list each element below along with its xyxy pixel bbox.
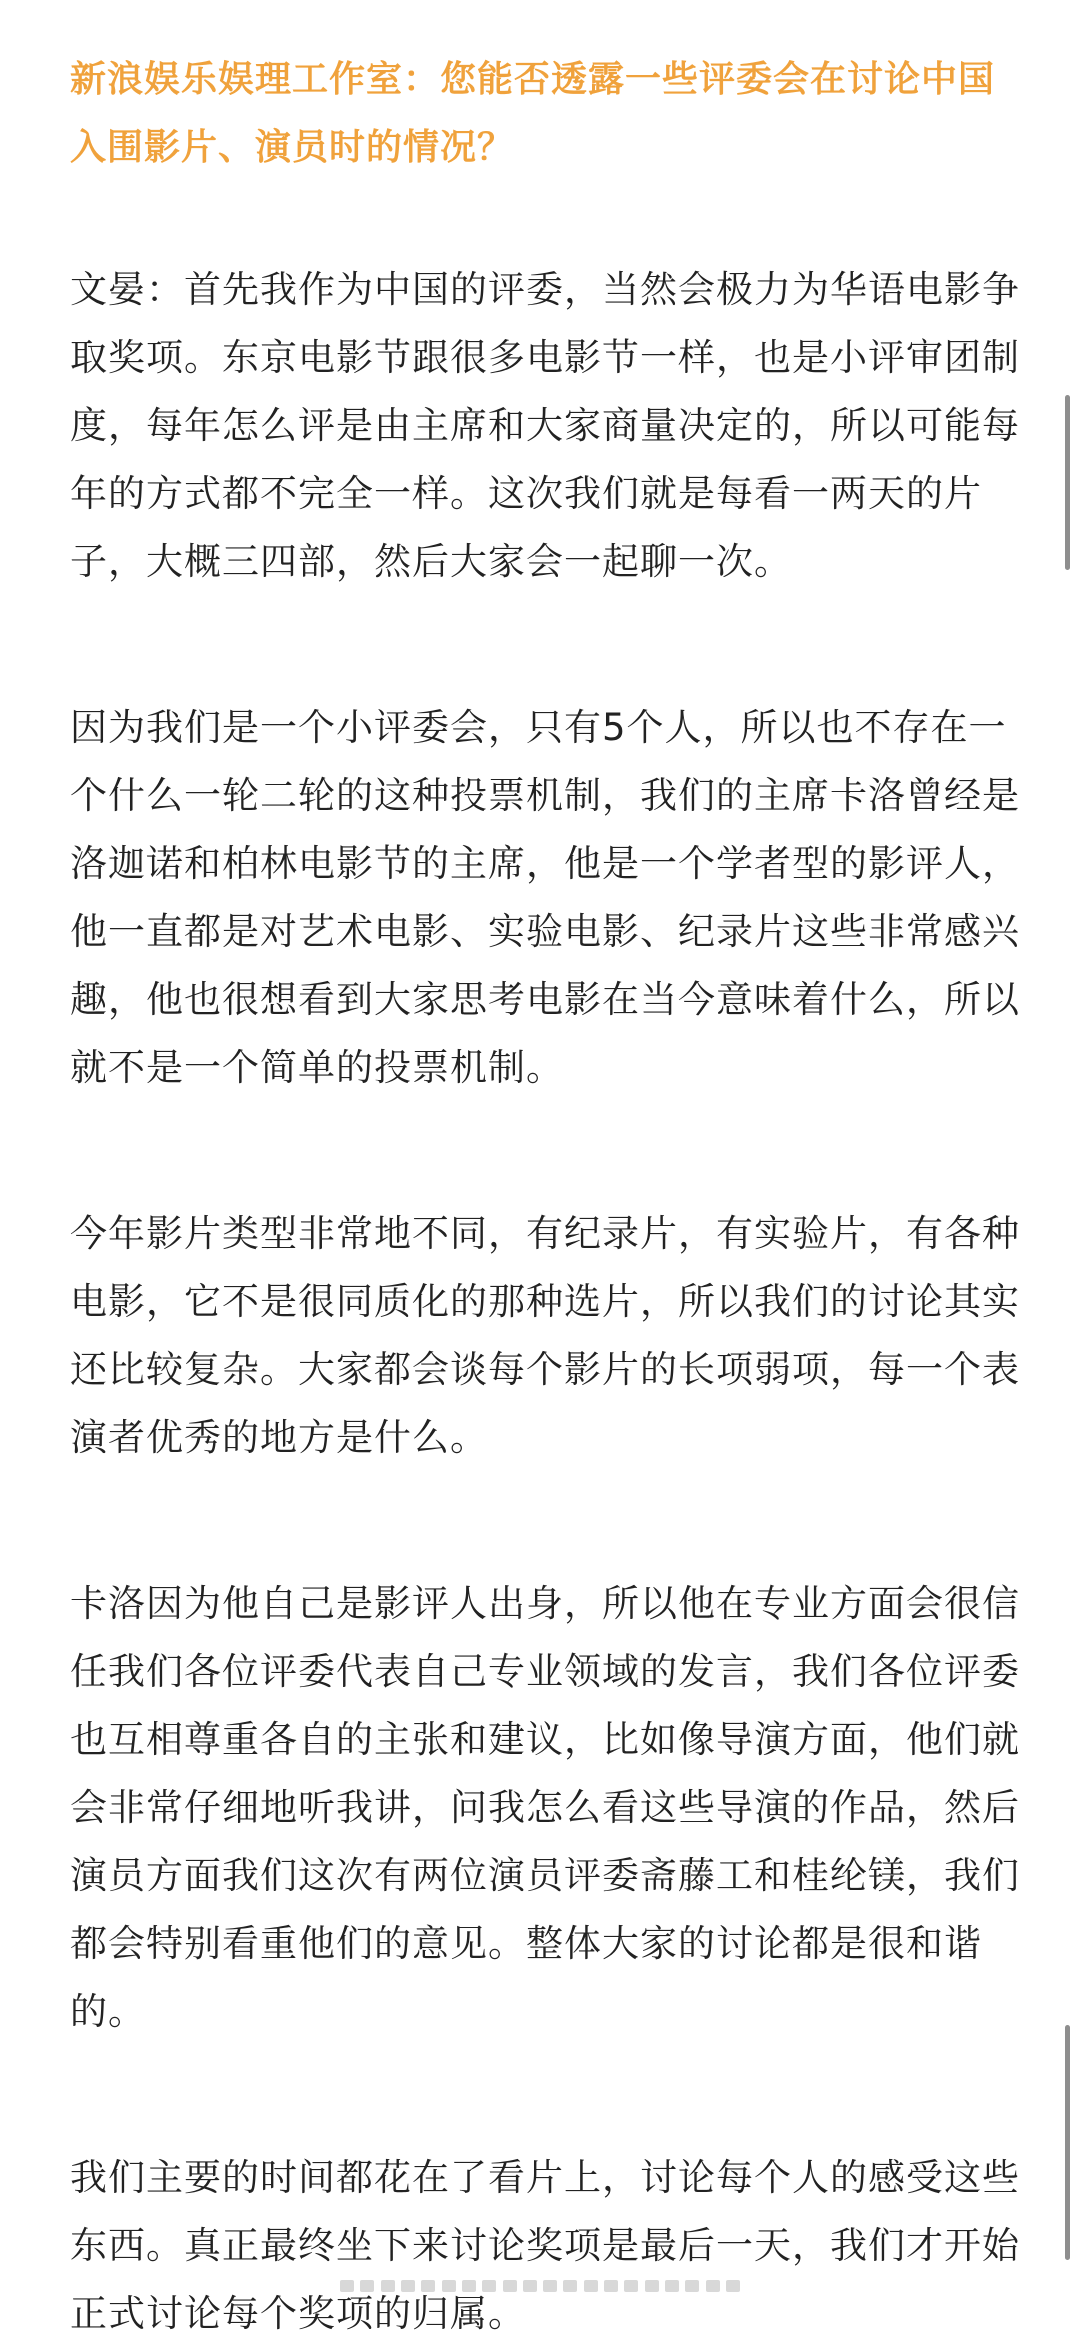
answer-paragraph-3: 今年影片类型非常地不同，有纪录片，有实验片，有各种电影，它不是很同质化的那种选片，所以我们的讨论其实还比较复杂。大家都会谈每个影片的长项弱项，每一个表演者优秀的地方是什么。 (70, 1212, 1020, 1459)
progress-segment (421, 2280, 435, 2292)
answer-paragraph-1: 文晏：首先我作为中国的评委，当然会极力为华语电影争取奖项。东京电影节跟很多电影节一样，也是小评审团制度，每年怎么评是由主席和大家商量决定的，所以可能每年的方式都不完全一样。这次我们就是每看一两天的片子，大概三四部，然后大家会一起聊一次。 (70, 268, 1020, 583)
progress-segment (726, 2280, 740, 2292)
progress-segment (563, 2280, 577, 2292)
interview-question: 新浪娱乐娱理工作室：您能否透露一些评委会在讨论中国入围影片、演员时的情况？ (70, 59, 996, 168)
progress-segment (543, 2280, 557, 2292)
progress-segment (584, 2280, 598, 2292)
progress-segment (645, 2280, 659, 2292)
scrollbar-thumb-upper[interactable] (1065, 395, 1070, 570)
progress-segment (665, 2280, 679, 2292)
progress-segment (523, 2280, 537, 2292)
page-progress-strip (340, 2280, 740, 2292)
scrollbar-thumb-lower[interactable] (1065, 2025, 1070, 2260)
progress-segment (401, 2280, 415, 2292)
progress-segment (340, 2280, 354, 2292)
progress-segment (360, 2280, 374, 2292)
answer-paragraph-5: 我们主要的时间都花在了看片上，讨论每个人的感受这些东西。真正最终坐下来讨论奖项是最后一天，我们才开始正式讨论每个奖项的归属。 (70, 2156, 1020, 2335)
answer-paragraph-4: 卡洛因为他自己是影评人出身，所以他在专业方面会很信任我们各位评委代表自己专业领域的发言，我们各位评委也互相尊重各自的主张和建议，比如像导演方面，他们就会非常仔细地听我讲，问我怎么看这些导演的作品，然后演员方面我们这次有两位演员评委斋藤工和桂纶镁，我们都会特别看重他们的意见。整体大家的讨论都是很和谐的。 (70, 1582, 1020, 2033)
progress-segment (442, 2280, 456, 2292)
progress-segment (624, 2280, 638, 2292)
progress-segment (706, 2280, 720, 2292)
progress-segment (482, 2280, 496, 2292)
progress-segment (462, 2280, 476, 2292)
answer-paragraph-2: 因为我们是一个小评委会，只有5个人，所以也不存在一个什么一轮二轮的这种投票机制，我们的主席卡洛曾经是洛迦诺和柏林电影节的主席，他是一个学者型的影评人，他一直都是对艺术电影、实验电影、纪录片这些非常感兴趣，他也很想看到大家思考电影在当今意味着什么，所以就不是一个简单的投票机制。 (70, 706, 1020, 1089)
progress-segment (604, 2280, 618, 2292)
progress-segment (381, 2280, 395, 2292)
progress-segment (685, 2280, 699, 2292)
progress-segment (503, 2280, 517, 2292)
